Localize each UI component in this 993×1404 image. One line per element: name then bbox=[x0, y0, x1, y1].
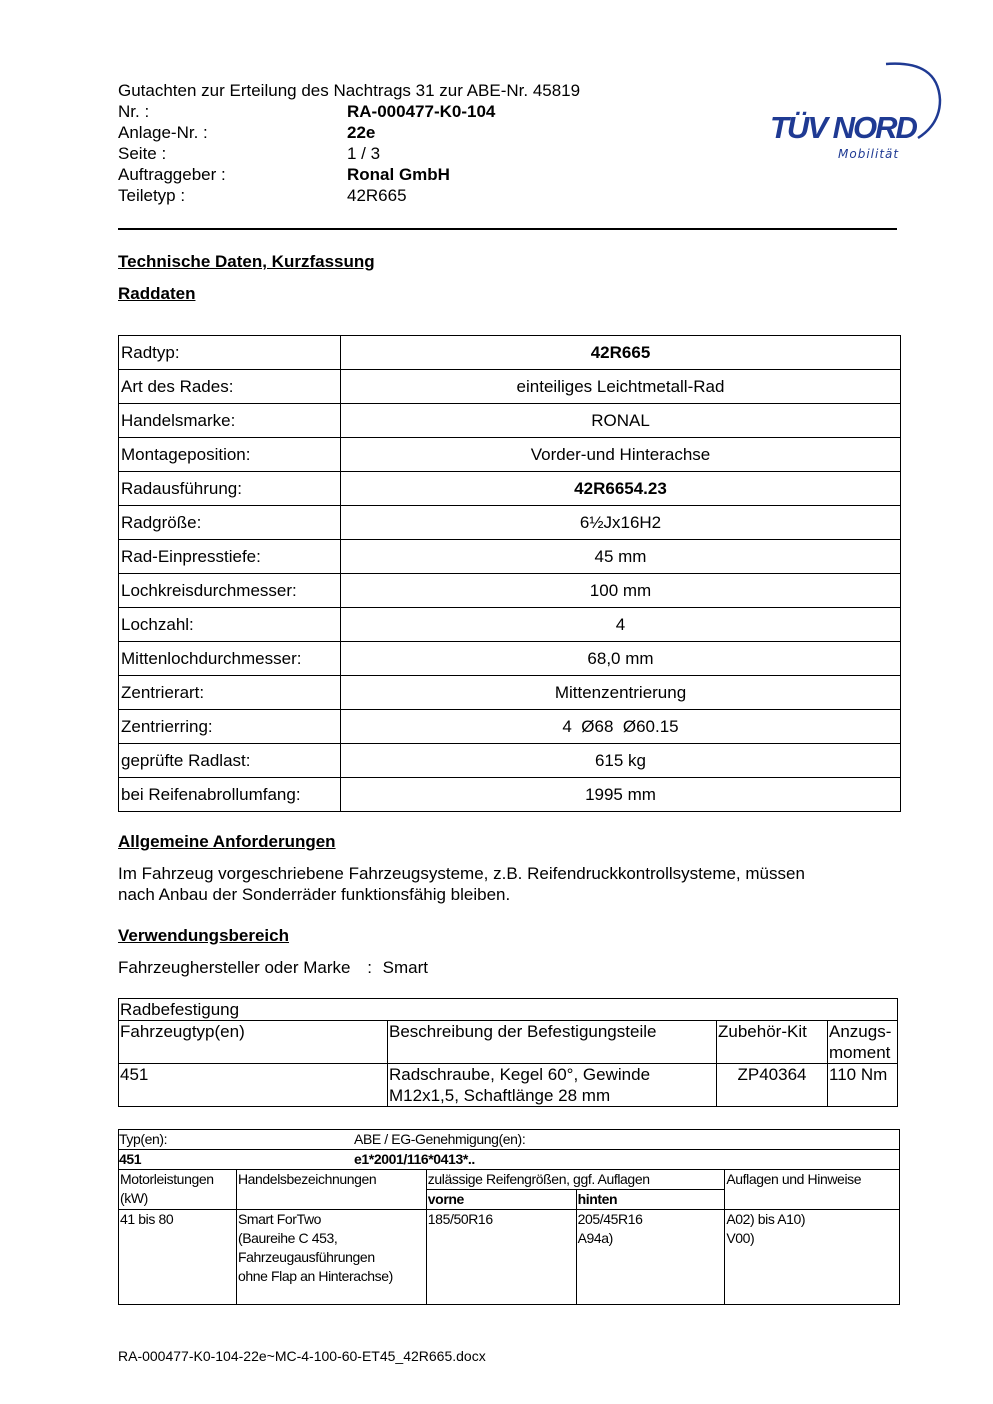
header-label: Teiletyp : bbox=[118, 186, 186, 205]
cell-value: 4 bbox=[341, 608, 901, 642]
cell-kit: ZP40364 bbox=[717, 1064, 828, 1107]
cell-handel bbox=[236, 1210, 426, 1305]
header-row-teiletyp bbox=[118, 185, 580, 206]
header-label: Seite : bbox=[118, 144, 167, 163]
cell-line: 205/45R16 bbox=[577, 1211, 643, 1227]
header-value: Ronal GmbH bbox=[347, 165, 450, 184]
radbefestigung-title: Radbefestigung bbox=[119, 999, 898, 1021]
cell-label: Mittenlochdurchmesser: bbox=[119, 642, 341, 676]
table-row bbox=[119, 404, 901, 438]
document-title: Gutachten zur Erteilung des Nachtrags 31 zur ABE-Nr. 45819 bbox=[118, 81, 581, 100]
header-value: RA-000477-K0-104 bbox=[347, 102, 496, 121]
cell-line: ohne Flap an Hinterachse) bbox=[237, 1268, 393, 1284]
header-value: 22e bbox=[347, 123, 376, 142]
hersteller-label: Fahrzeughersteller oder Marke bbox=[118, 958, 351, 977]
cell-label: Radtyp: bbox=[119, 336, 341, 370]
cell-typ: 451 bbox=[119, 1064, 388, 1107]
section-verwendungsbereich: Verwendungsbereich bbox=[118, 926, 289, 945]
cell-value: 42R6654.23 bbox=[341, 472, 901, 506]
header-value: 1 / 3 bbox=[347, 144, 381, 163]
radbefestigung-table bbox=[118, 998, 898, 1107]
cell-vorne: 185/50R16 bbox=[426, 1210, 576, 1305]
header-label: Anlage-Nr. : bbox=[118, 123, 208, 142]
allgemeine-text-line-1: Im Fahrzeug vorgeschriebene Fahrzeugsysteme, z.B. Reifendruckkontrollsysteme, müssen bbox=[118, 864, 805, 883]
table-row bbox=[119, 999, 898, 1021]
col-header-line: Anzugs- bbox=[829, 1022, 892, 1041]
cell-label: Zentrierart: bbox=[119, 676, 341, 710]
table-row bbox=[119, 336, 901, 370]
hersteller-separator: : bbox=[367, 958, 372, 977]
header-label: Nr. : bbox=[118, 102, 150, 121]
header-label: Auftraggeber : bbox=[118, 165, 226, 184]
logo-brand-text: TÜV NORD bbox=[770, 110, 916, 145]
cell-value: Mittenzentrierung bbox=[341, 676, 901, 710]
cell-label: Lochzahl: bbox=[119, 608, 341, 642]
col-header: Beschreibung der Befestigungsteile bbox=[388, 1021, 717, 1064]
col-header: Fahrzeugtyp(en) bbox=[119, 1021, 388, 1064]
cell-value: 4 Ø68 Ø60.15 bbox=[341, 710, 901, 744]
cell-line: A02) bis A10) bbox=[726, 1211, 806, 1227]
col-header-reifen: zulässige Reifengrößen, ggf. Auflagen bbox=[426, 1170, 725, 1190]
cell-value: einteiliges Leichtmetall-Rad bbox=[341, 370, 901, 404]
cell-value: 42R665 bbox=[341, 336, 901, 370]
typ-header-cell bbox=[119, 1130, 900, 1170]
tuev-nord-logo bbox=[768, 60, 948, 170]
cell-moment: 110 Nm bbox=[828, 1064, 898, 1107]
header-value: 42R665 bbox=[347, 186, 407, 205]
typ-header-labels bbox=[119, 1130, 899, 1149]
cell-line: (Baureihe C 453, bbox=[237, 1230, 338, 1246]
cell-motor: 41 bis 80 bbox=[119, 1210, 237, 1305]
cell-hinten bbox=[576, 1210, 725, 1305]
logo-sub-text: Mobilität bbox=[838, 147, 900, 161]
cell-value: 615 kg bbox=[341, 744, 901, 778]
cell-beschreibung bbox=[388, 1064, 717, 1107]
table-row bbox=[119, 438, 901, 472]
col-header-line: Motorleistungen bbox=[120, 1171, 214, 1187]
cell-label: Zentrierring: bbox=[119, 710, 341, 744]
cell-label: Radgröße: bbox=[119, 506, 341, 540]
header-row-seite bbox=[118, 143, 580, 164]
table-row bbox=[119, 574, 901, 608]
document-header bbox=[118, 80, 580, 206]
table-row bbox=[119, 676, 901, 710]
cell-line: Radschraube, Kegel 60°, Gewinde bbox=[389, 1065, 651, 1084]
col-header-anzugsmoment bbox=[828, 1021, 898, 1064]
table-row bbox=[119, 370, 901, 404]
header-row-anlage bbox=[118, 122, 580, 143]
col-header-hinten: hinten bbox=[576, 1190, 725, 1210]
cell-line: Smart ForTwo bbox=[237, 1211, 322, 1227]
cell-label: Lochkreisdurchmesser: bbox=[119, 574, 341, 608]
col-header-handel: Handelsbezeichnungen bbox=[236, 1170, 426, 1210]
abe-value: e1*2001/116*0413*.. bbox=[354, 1151, 475, 1167]
cell-value: Vorder-und Hinterachse bbox=[341, 438, 901, 472]
typ-header-values bbox=[119, 1149, 899, 1169]
allgemeine-text-line-2: nach Anbau der Sonderräder funktionsfähig bleiben. bbox=[118, 885, 511, 904]
table-row bbox=[119, 608, 901, 642]
table-row bbox=[119, 1064, 898, 1107]
header-divider bbox=[118, 228, 897, 230]
table-row bbox=[119, 1170, 900, 1190]
table-row bbox=[119, 472, 901, 506]
section-technische-daten: Technische Daten, Kurzfassung bbox=[118, 252, 375, 271]
table-row bbox=[119, 1210, 900, 1305]
table-row bbox=[119, 506, 901, 540]
cell-line: Fahrzeugausführungen bbox=[237, 1249, 375, 1265]
table-row bbox=[119, 778, 901, 812]
cell-line: A94a) bbox=[577, 1230, 613, 1246]
header-row-nr bbox=[118, 101, 580, 122]
footer-filename: RA-000477-K0-104-22e~MC-4-100-60-ET45_42R665.docx bbox=[118, 1348, 486, 1364]
cell-auflagen bbox=[725, 1210, 900, 1305]
col-header-line: moment bbox=[829, 1043, 891, 1062]
section-allgemeine: Allgemeine Anforderungen bbox=[118, 832, 336, 851]
cell-line: M12x1,5, Schaftlänge 28 mm bbox=[389, 1086, 611, 1105]
table-row bbox=[119, 1130, 900, 1170]
cell-label: Art des Rades: bbox=[119, 370, 341, 404]
col-header-vorne: vorne bbox=[426, 1190, 576, 1210]
col-header-line: (kW) bbox=[120, 1190, 148, 1206]
hersteller-value: Smart bbox=[382, 958, 428, 977]
typ-value: 451 bbox=[119, 1151, 142, 1167]
cell-label: Rad-Einpresstiefe: bbox=[119, 540, 341, 574]
table-row bbox=[119, 642, 901, 676]
col-header-motor bbox=[119, 1170, 237, 1210]
cell-label: Handelsmarke: bbox=[119, 404, 341, 438]
hersteller-line bbox=[118, 957, 428, 978]
cell-label: geprüfte Radlast: bbox=[119, 744, 341, 778]
col-header-auflagen: Auflagen und Hinweise bbox=[725, 1170, 900, 1210]
col-header: Zubehör-Kit bbox=[717, 1021, 828, 1064]
table-row bbox=[119, 1021, 898, 1064]
table-row bbox=[119, 540, 901, 574]
header-row-auftraggeber bbox=[118, 164, 580, 185]
cell-label: bei Reifenabrollumfang: bbox=[119, 778, 341, 812]
cell-value: 68,0 mm bbox=[341, 642, 901, 676]
raddaten-table bbox=[118, 335, 901, 812]
cell-value: 100 mm bbox=[341, 574, 901, 608]
table-row bbox=[119, 744, 901, 778]
cell-value: 1995 mm bbox=[341, 778, 901, 812]
cell-label: Radausführung: bbox=[119, 472, 341, 506]
section-raddaten: Raddaten bbox=[118, 284, 196, 303]
cell-label: Montageposition: bbox=[119, 438, 341, 472]
cell-value: 45 mm bbox=[341, 540, 901, 574]
cell-value: 6½Jx16H2 bbox=[341, 506, 901, 540]
typ-table bbox=[118, 1129, 900, 1305]
typ-label: Typ(en): bbox=[119, 1131, 168, 1147]
cell-line: V00) bbox=[726, 1230, 755, 1246]
abe-label: ABE / EG-Genehmigung(en): bbox=[354, 1131, 526, 1147]
table-row bbox=[119, 710, 901, 744]
cell-value: RONAL bbox=[341, 404, 901, 438]
